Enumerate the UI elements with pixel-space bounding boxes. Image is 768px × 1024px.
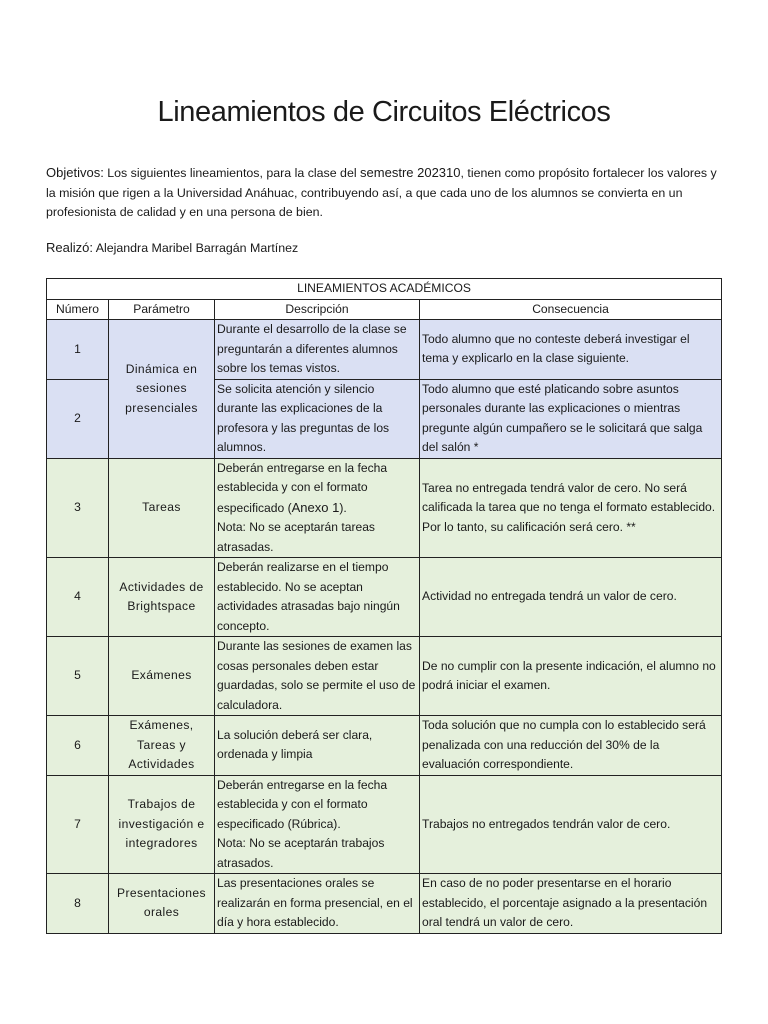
row-parameter: Actividades de Brightspace (109, 558, 215, 637)
guidelines-table (46, 278, 722, 934)
row-description: Las presentaciones orales se realizarán en forma presencial, en el día y hora establecido. (215, 874, 420, 934)
header-parametro: Parámetro (109, 299, 215, 320)
realizo-paragraph (46, 238, 726, 259)
semester-highlight: semestre 202310 (360, 165, 461, 180)
description-text-end: ). (339, 500, 347, 515)
description-note: Nota: No se aceptarán trabajos atrasados. (217, 836, 385, 870)
row-number: 1 (47, 320, 109, 380)
table-row (47, 775, 722, 874)
row-description (215, 775, 420, 874)
anexo-reference: Anexo 1 (291, 499, 340, 515)
objetivos-paragraph (46, 163, 726, 223)
row-consequence: Tarea no entregada tendrá valor de cero. No será calificada la tarea que no tenga el formato establecido. Por lo tanto, su calificación será cero. ** (420, 458, 722, 558)
row-consequence: De no cumplir con la presente indicación, el alumno no podrá iniciar el examen. (420, 637, 722, 716)
table-row (47, 558, 722, 637)
realizo-name: Alejandra Maribel Barragán Martínez (92, 241, 299, 255)
row-description: Deberán realizarse en el tiempo establecido. No se aceptan actividades atrasadas bajo ningún concepto. (215, 558, 420, 637)
row-parameter: Exámenes, Tareas y Actividades (109, 716, 215, 776)
row-parameter: Tareas (109, 458, 215, 558)
header-numero: Número (47, 299, 109, 320)
table-row (47, 874, 722, 934)
row-parameter: Presentaciones orales (109, 874, 215, 934)
row-description: Durante las sesiones de examen las cosas personales deben estar guardadas, solo se permite el uso de calculadora. (215, 637, 420, 716)
table-title: LINEAMIENTOS ACADÉMICOS (47, 279, 722, 300)
table-row (47, 716, 722, 776)
row-description: La solución deberá ser clara, ordenada y limpia (215, 716, 420, 776)
row-number: 8 (47, 874, 109, 934)
row-consequence: Actividad no entregada tendrá un valor de cero. (420, 558, 722, 637)
table-row (47, 637, 722, 716)
row-consequence: Toda solución que no cumpla con lo establecido será penalizada con una reducción del 30% de la evaluación correspondiente. (420, 716, 722, 776)
row-description: Se solicita atención y silencio durante las explicaciones de la profesora y las preguntas de los alumnos. (215, 379, 420, 458)
row-number: 6 (47, 716, 109, 776)
description-text: Deberán entregarse en la fecha establecida y con el formato especificado (Rúbrica). (217, 777, 388, 831)
row-description (215, 458, 420, 558)
header-descripcion: Descripción (215, 299, 420, 320)
row-consequence: Todo alumno que esté platicando sobre asuntos personales durante las explicaciones o mientras pregunte algún cumpañero se le solicitará que salga del salón * (420, 379, 722, 458)
row-number: 5 (47, 637, 109, 716)
objetivos-label: Objetivos: (46, 165, 104, 180)
row-number: 4 (47, 558, 109, 637)
table-row (47, 458, 722, 558)
row-consequence: Todo alumno que no conteste deberá investigar el tema y explicarlo en la clase siguiente. (420, 320, 722, 380)
row-parameter: Dinámica en sesiones presenciales (109, 320, 215, 459)
row-number: 7 (47, 775, 109, 874)
row-parameter: Trabajos de investigación e integradores (109, 775, 215, 874)
row-consequence: En caso de no poder presentarse en el horario establecido, el porcentaje asignado a la presentación oral tendrá un valor de cero. (420, 874, 722, 934)
objetivos-text-1: Los siguientes lineamientos, para la clase del (103, 166, 361, 180)
description-text: Deberán entregarse en la fecha establecida y con el formato especificado ( (217, 460, 388, 515)
row-parameter: Exámenes (109, 637, 215, 716)
objetivos-text-2: , tienen como propósito fortalecer los valores y la misión que rigen a la Universidad Anáhuac, contribuyendo así, a que cada uno de los alumnos se convierta en un profesionista de calidad y en una persona de bien. (46, 166, 717, 219)
row-consequence: Trabajos no entregados tendrán valor de cero. (420, 775, 722, 874)
description-note: Nota: No se aceptarán tareas atrasadas. (217, 520, 375, 554)
row-number: 3 (47, 458, 109, 558)
document-title: Lineamientos de Circuitos Eléctricos (157, 96, 611, 128)
row-description: Durante el desarrollo de la clase se preguntarán a diferentes alumnos sobre los temas vistos. (215, 320, 420, 380)
header-consecuencia: Consecuencia (420, 299, 722, 320)
row-number: 2 (47, 379, 109, 458)
table-row (47, 320, 722, 380)
realizo-label: Realizó: (46, 240, 93, 255)
